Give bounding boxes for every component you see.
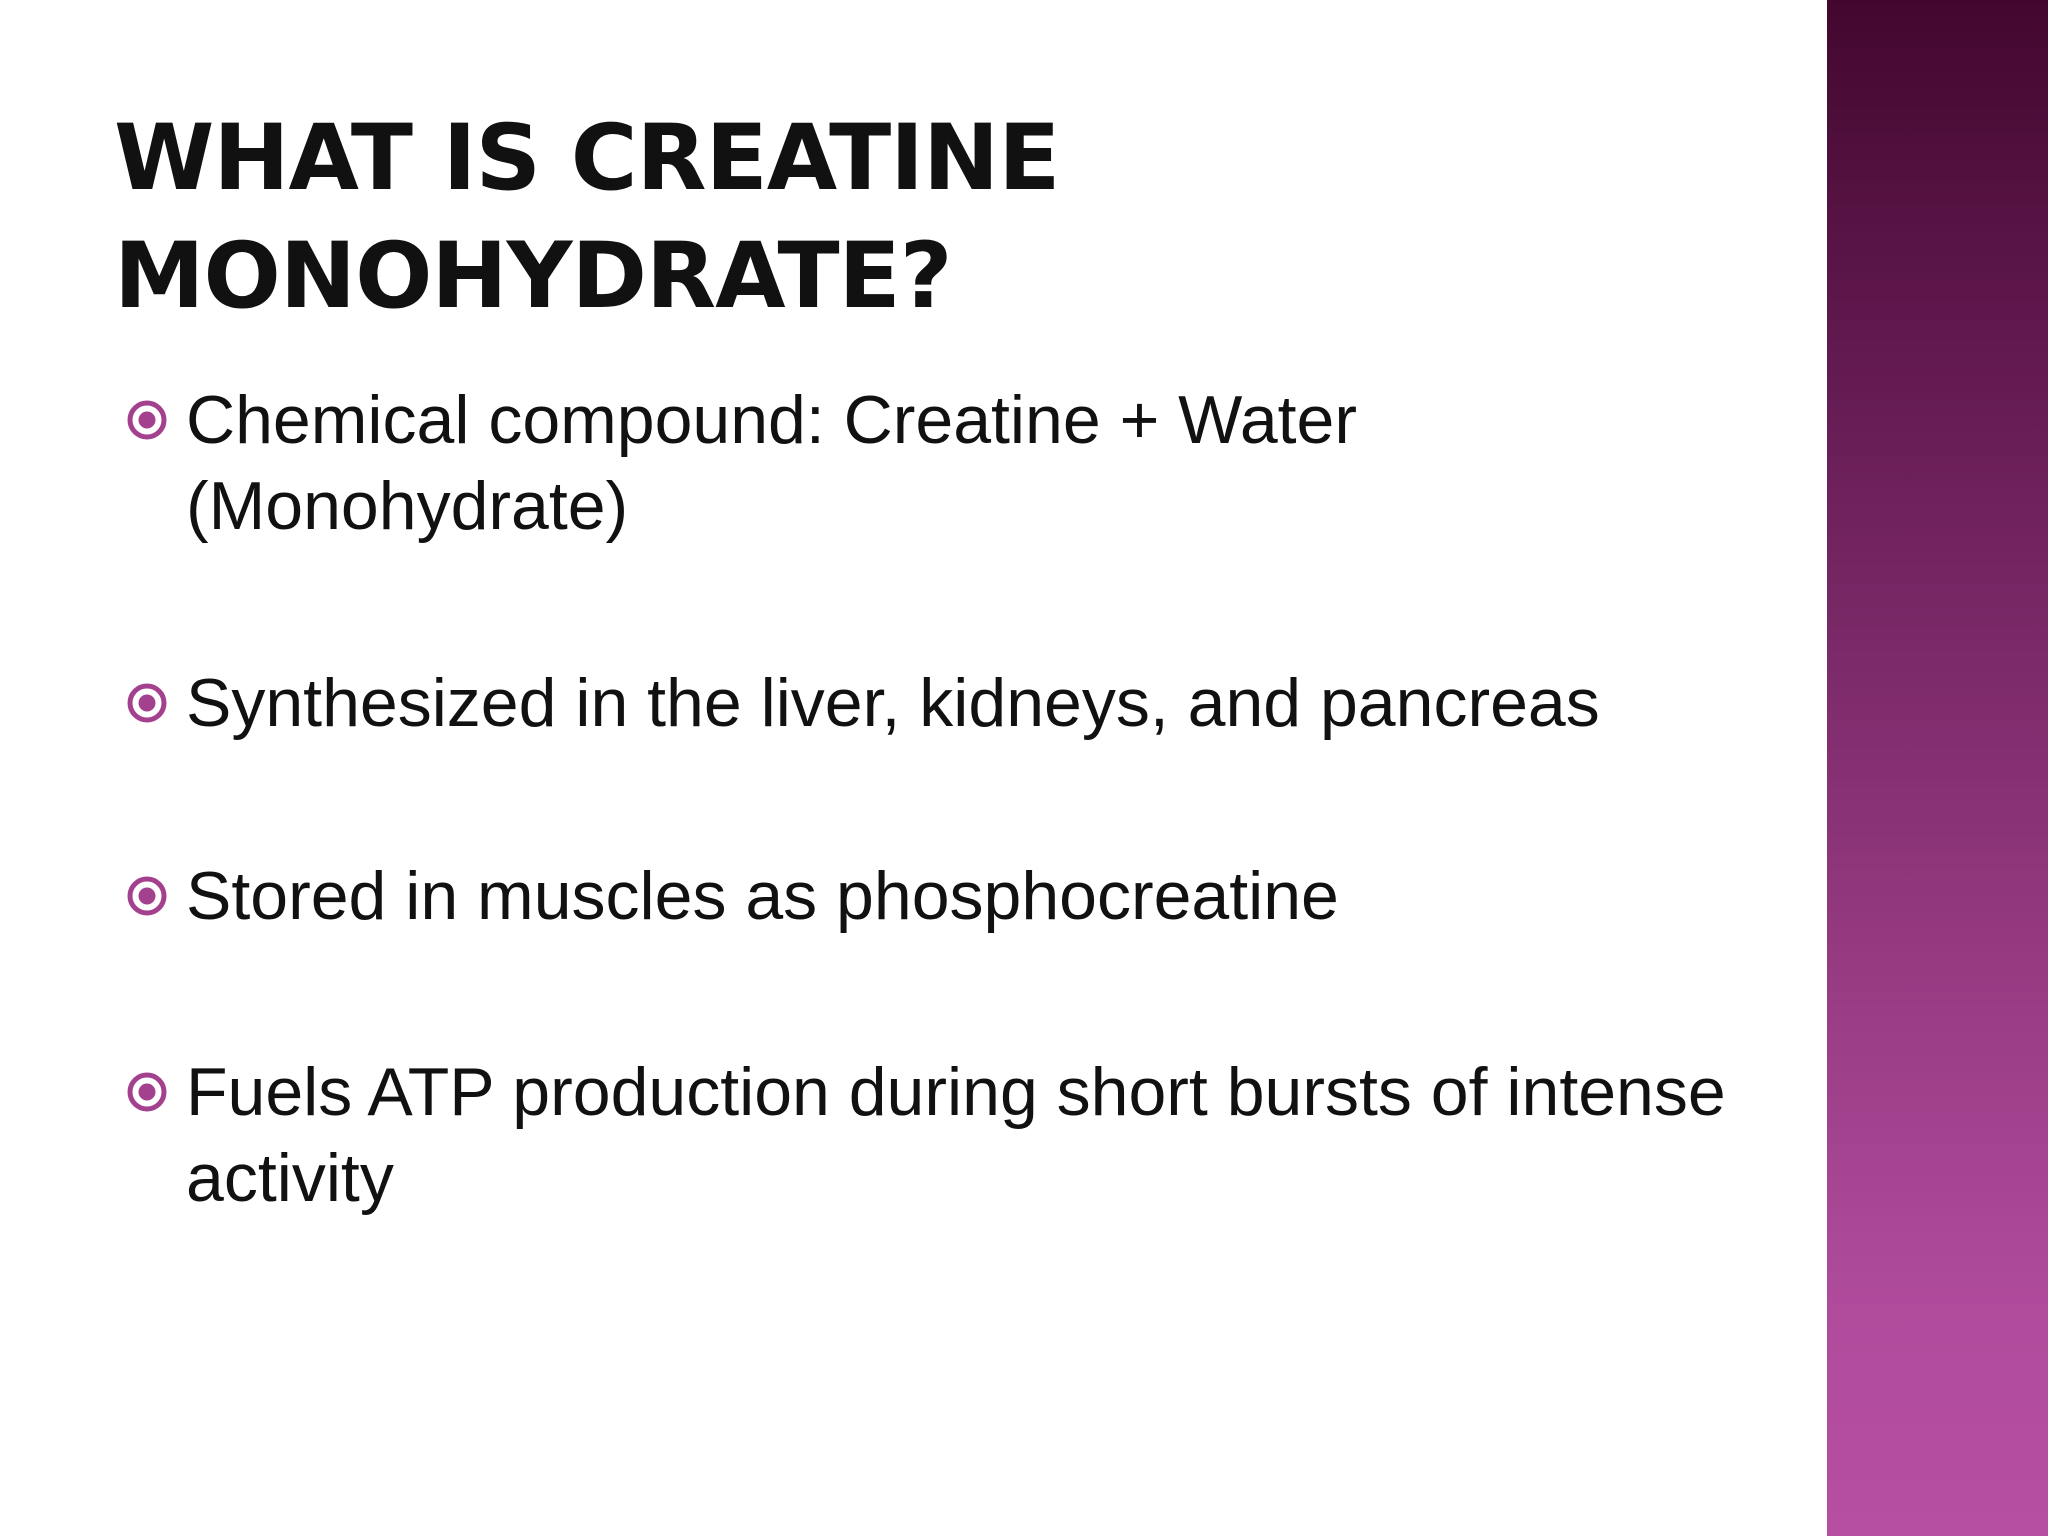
target-bullet-icon: [126, 682, 168, 724]
target-bullet-icon: [126, 875, 168, 917]
bullet-item: [126, 853, 1746, 939]
bullet-item: [126, 1049, 1746, 1221]
bullet-text: Chemical compound: Creatine + Water (Monohydrate): [186, 382, 1358, 544]
decorative-side-band: [1827, 0, 2048, 1536]
target-bullet-icon: [126, 1071, 168, 1113]
bullet-text: Synthesized in the liver, kidneys, and pancreas: [186, 665, 1600, 741]
bullet-text: Fuels ATP production during short bursts of intense activity: [186, 1054, 1726, 1216]
bullet-text: Stored in muscles as phosphocreatine: [186, 858, 1339, 934]
bullet-item: [126, 377, 1746, 549]
target-bullet-icon: [126, 399, 168, 441]
slide-title: WHAT IS CREATINE MONOHYDRATE?: [114, 106, 1060, 329]
bullet-item: [126, 660, 1746, 746]
